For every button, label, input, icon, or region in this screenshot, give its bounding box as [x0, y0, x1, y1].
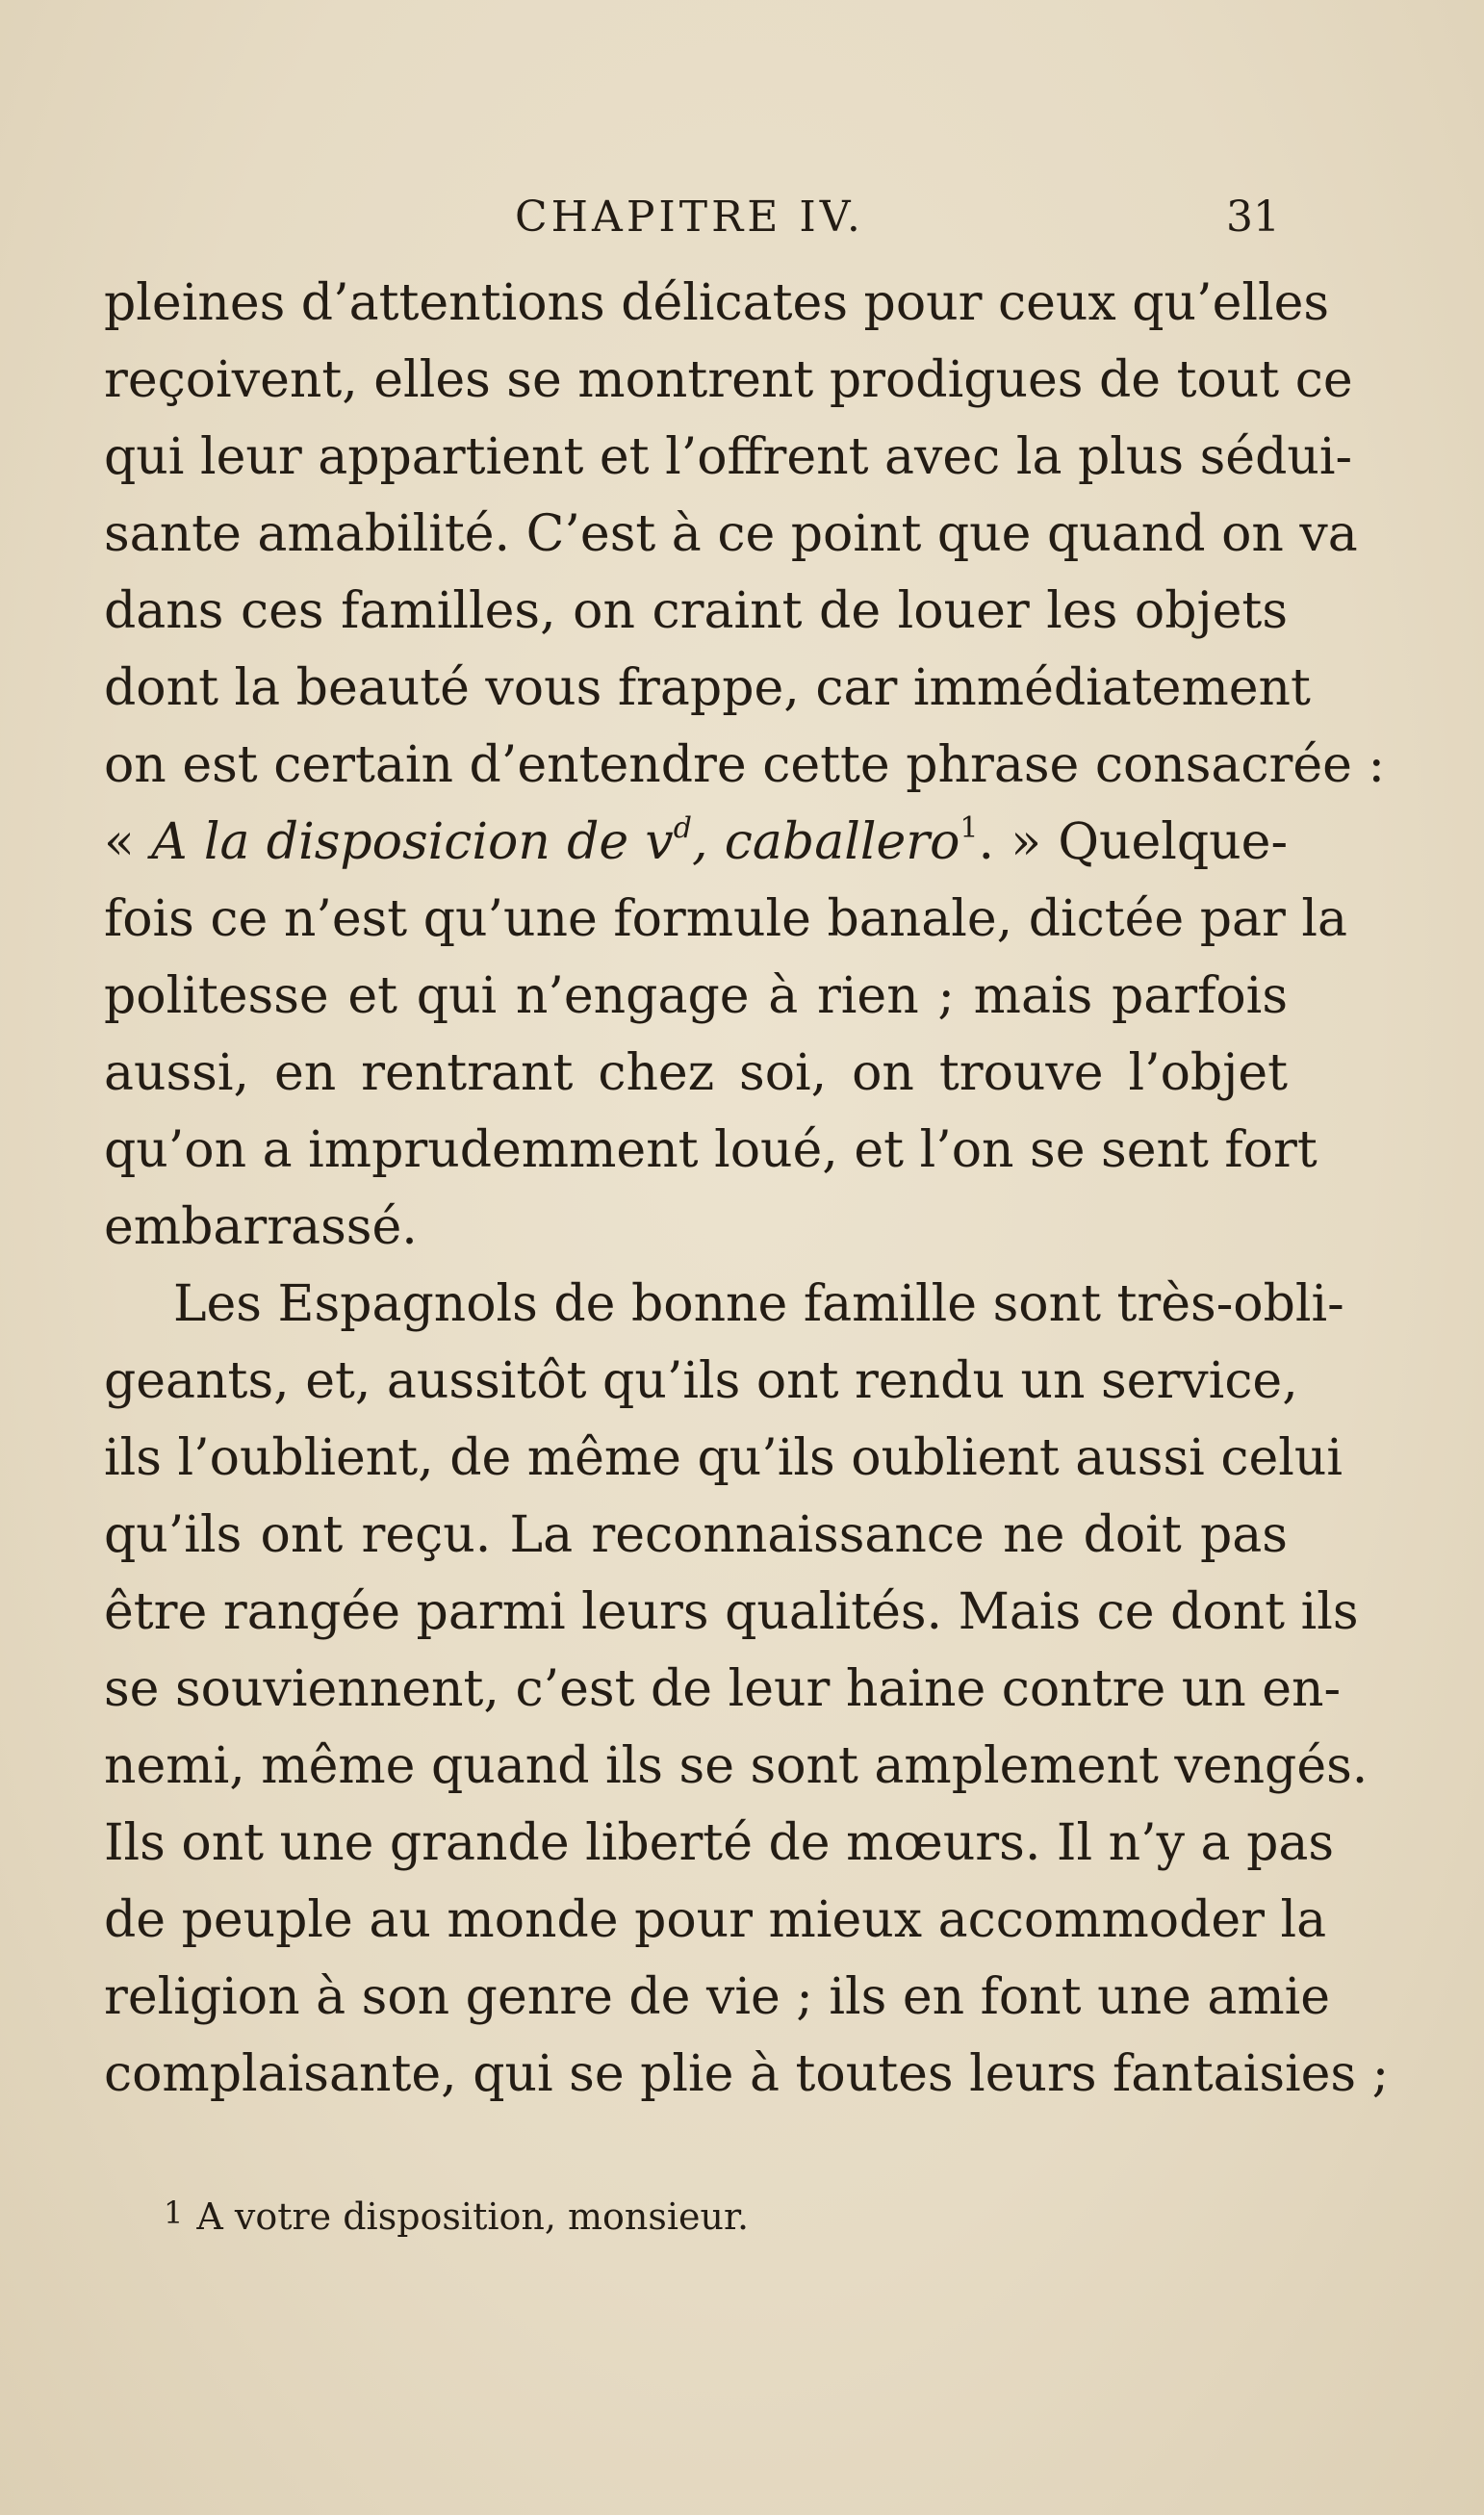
quote-close: . » Quelque-	[978, 813, 1289, 871]
footnote	[164, 2194, 749, 2238]
footnote-text: A votre disposition, monsieur.	[196, 2195, 750, 2238]
text-line: dont la beauté vous frappe, car immédiatement	[104, 659, 1311, 717]
text-line: être rangée parmi leurs qualités. Mais ce dont ils	[104, 1583, 1359, 1641]
text-line: ils l’oublient, de même qu’ils oublient aussi celui	[104, 1429, 1343, 1487]
text-line: qui leur appartient et l’offrent avec la plus sédui-	[104, 428, 1353, 486]
text-line: aussi, en rentrant chez soi, on trouve l’objet	[104, 1044, 1288, 1102]
spanish-phrase: A la disposicion de $v^d$, caballero	[151, 811, 960, 871]
abbrev-superscript: d	[673, 811, 693, 845]
text-line: sante amabilité. C’est à ce point que quand on va	[104, 505, 1358, 563]
text-line: reçoivent, elles se montrent prodigues de tout ce	[104, 351, 1353, 409]
text-line: dans ces familles, on craint de louer les objets	[104, 582, 1288, 640]
text-line: politesse et qui n’engage à rien ; mais parfois	[104, 967, 1288, 1025]
chapter-title: CHAPITRE IV.	[515, 192, 864, 242]
text-line: pleines d’attentions délicates pour ceux qu’elles	[104, 274, 1330, 332]
footnote-reference: 1	[959, 811, 979, 845]
running-head	[101, 192, 1280, 260]
text-line: religion à son genre de vie ; ils en font une amie	[104, 1968, 1331, 2026]
text-line: nemi, même quand ils se sont amplement vengés.	[104, 1737, 1369, 1795]
text-line: embarrassé.	[104, 1198, 418, 1256]
body-text	[104, 265, 1390, 2113]
paragraph-first-line: Les Espagnols de bonne famille sont très-obli-	[173, 1275, 1344, 1333]
text-line: on est certain d’entendre cette phrase consacrée :	[104, 736, 1386, 794]
text-line: fois ce n’est qu’une formule banale, dictée par la	[104, 890, 1348, 948]
open-quote: «	[104, 813, 135, 871]
text-line: qu’ils ont reçu. La reconnaissance ne doit pas	[104, 1506, 1288, 1564]
page-number: 31	[1226, 192, 1280, 242]
text-line: complaisante, qui se plie à toutes leurs fantaisies ;	[104, 2045, 1390, 2103]
text-line: se souviennent, c’est de leur haine contre un en-	[104, 1660, 1342, 1718]
text-line: geants, et, aussitôt qu’ils ont rendu un service,	[104, 1352, 1298, 1410]
text-line: Ils ont une grande liberté de mœurs. Il n’y a pas	[104, 1814, 1335, 1872]
text-line: qu’on a imprudemment loué, et l’on se sent fort	[104, 1121, 1318, 1179]
text-line: de peuple au monde pour mieux accommoder la	[104, 1891, 1327, 1949]
footnote-marker: 1	[164, 2194, 184, 2231]
quote-line	[104, 804, 1288, 881]
